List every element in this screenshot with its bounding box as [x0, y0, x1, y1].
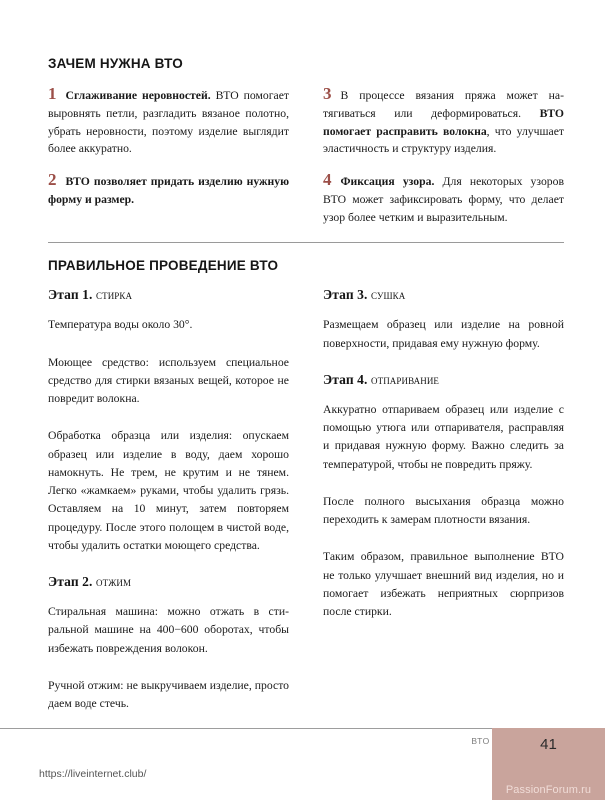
stage-1-paragraph-2: Моющее средство: используем специальное средство для стирки вязаных вещей, которое не повредит волокна.	[48, 355, 289, 406]
stage-2-paragraph-1: Стиральная машина: можно отжать в стиральной машине на 400−600 оборотах, чтобы избежать повреждения волокон.	[48, 605, 289, 655]
numbered-item-2	[48, 171, 289, 209]
page-content	[48, 56, 564, 713]
stage-4-name: отпаривание	[371, 371, 440, 387]
item-1-lead: Сглаживание неровностей.	[65, 89, 211, 102]
stage-4-label: Этап 4.	[323, 371, 368, 387]
item-number-2: 2	[48, 170, 57, 190]
numbered-item-4-text	[323, 171, 564, 226]
stage-2-name: отжим	[96, 574, 132, 590]
stage-heading-3	[323, 287, 564, 303]
stage-heading-2	[48, 574, 289, 590]
brand-watermark: PassionForum.ru	[505, 784, 592, 796]
stage-1-paragraph-1: Температура воды около 30°.	[48, 318, 193, 332]
numbered-item-3	[323, 85, 564, 158]
page-number-block	[492, 728, 605, 800]
page-number: 41	[540, 736, 557, 753]
stage-4-paragraph-2: После полного высыхания образца можно переходить к замерам плотности вязания.	[323, 494, 564, 527]
stage-heading-4	[323, 372, 564, 388]
item-4-lead: Фиксация узора.	[340, 175, 435, 189]
stage-1-label: Этап 1.	[48, 287, 93, 303]
stage-1-name: стирка	[96, 287, 133, 303]
section2-left-column	[48, 287, 289, 713]
item-3-body-before: В процессе вязания пряжа может натягиваться или деформироваться.	[323, 89, 564, 120]
numbered-item-2-text	[48, 171, 289, 209]
stage-heading-1	[48, 287, 289, 303]
item-1-body: ВТО помогает выровнять петли, разгладить вязаное полотно, убрать неровности, поэтому изделие выглядит более аккуратно.	[48, 89, 289, 156]
section-heading-correct-vto: ПРАВИЛЬНОЕ ПРОВЕДЕНИЕ ВТО	[48, 258, 279, 274]
stage-2-paragraph-2: Ручной отжим: не выкручиваем изделие, просто даем воде стечь.	[48, 678, 289, 711]
section2-columns	[48, 287, 564, 713]
section1-left-column	[48, 85, 289, 226]
numbered-item-1	[48, 85, 289, 158]
stage-1-paragraph-3: Обработка образца или изделия: опускаем образец или изделие в воду, даем хорошо намокнуть. Не трем, не крутим и не тянем. Легко «жамкаем» руками, чтобы удалить грязь. Оставляем на 10 минут, затем повторяем процедуру. После этого полощем в чистой воде, чтобы удалить остатки моющего средства.	[48, 429, 289, 552]
item-3-body-after: , что улучшает эластичность и структуру изделия.	[323, 124, 565, 156]
stage-3-label: Этап 3.	[323, 287, 368, 303]
section-heading-why-vto: ЗАЧЕМ НУЖНА ВТО	[48, 56, 183, 71]
section1-columns	[48, 85, 564, 226]
item-4-body: Для некоторых узоров ВТО может зафиксировать форму, что делает узор более четким и выразительным.	[323, 175, 564, 224]
url-watermark: https://liveinternet.club/	[39, 768, 147, 780]
item-number-3: 3	[323, 84, 332, 103]
section2-right-column	[323, 287, 564, 713]
stage-2-label: Этап 2.	[48, 574, 93, 590]
numbered-item-3-text	[323, 85, 564, 158]
numbered-item-1-text	[48, 85, 289, 158]
running-header-label: ВТО	[471, 736, 490, 746]
section1-right-column	[323, 85, 564, 226]
stage-4-paragraph-1: Аккуратно отпариваем образец или изделие с помощью утюга или отпаривателя, расправляя и придавая нужную форму. Важно следить за температурой, чтобы не повредить пряжу.	[323, 402, 564, 471]
stage-3-name: сушка	[371, 287, 406, 303]
stage-4-paragraph-3: Таким образом, правильное выполнение ВТО не только улучшает внешний вид изделия, но и помогает избежать неприятных сюрпризов после стирки.	[323, 550, 564, 619]
numbered-item-4	[323, 171, 564, 226]
item-3-bold-phrase: ВТО помогает расправить волокна	[323, 106, 564, 138]
stage-3-paragraph-1: Размещаем образец или изделие на ровной поверхности, придавая ему нужную форму.	[323, 318, 564, 350]
item-number-1: 1	[48, 84, 57, 103]
item-2-lead: ВТО позволяет придать изделию нужную форму и размер.	[48, 175, 289, 206]
section-divider	[48, 242, 564, 243]
item-number-4: 4	[323, 170, 332, 190]
